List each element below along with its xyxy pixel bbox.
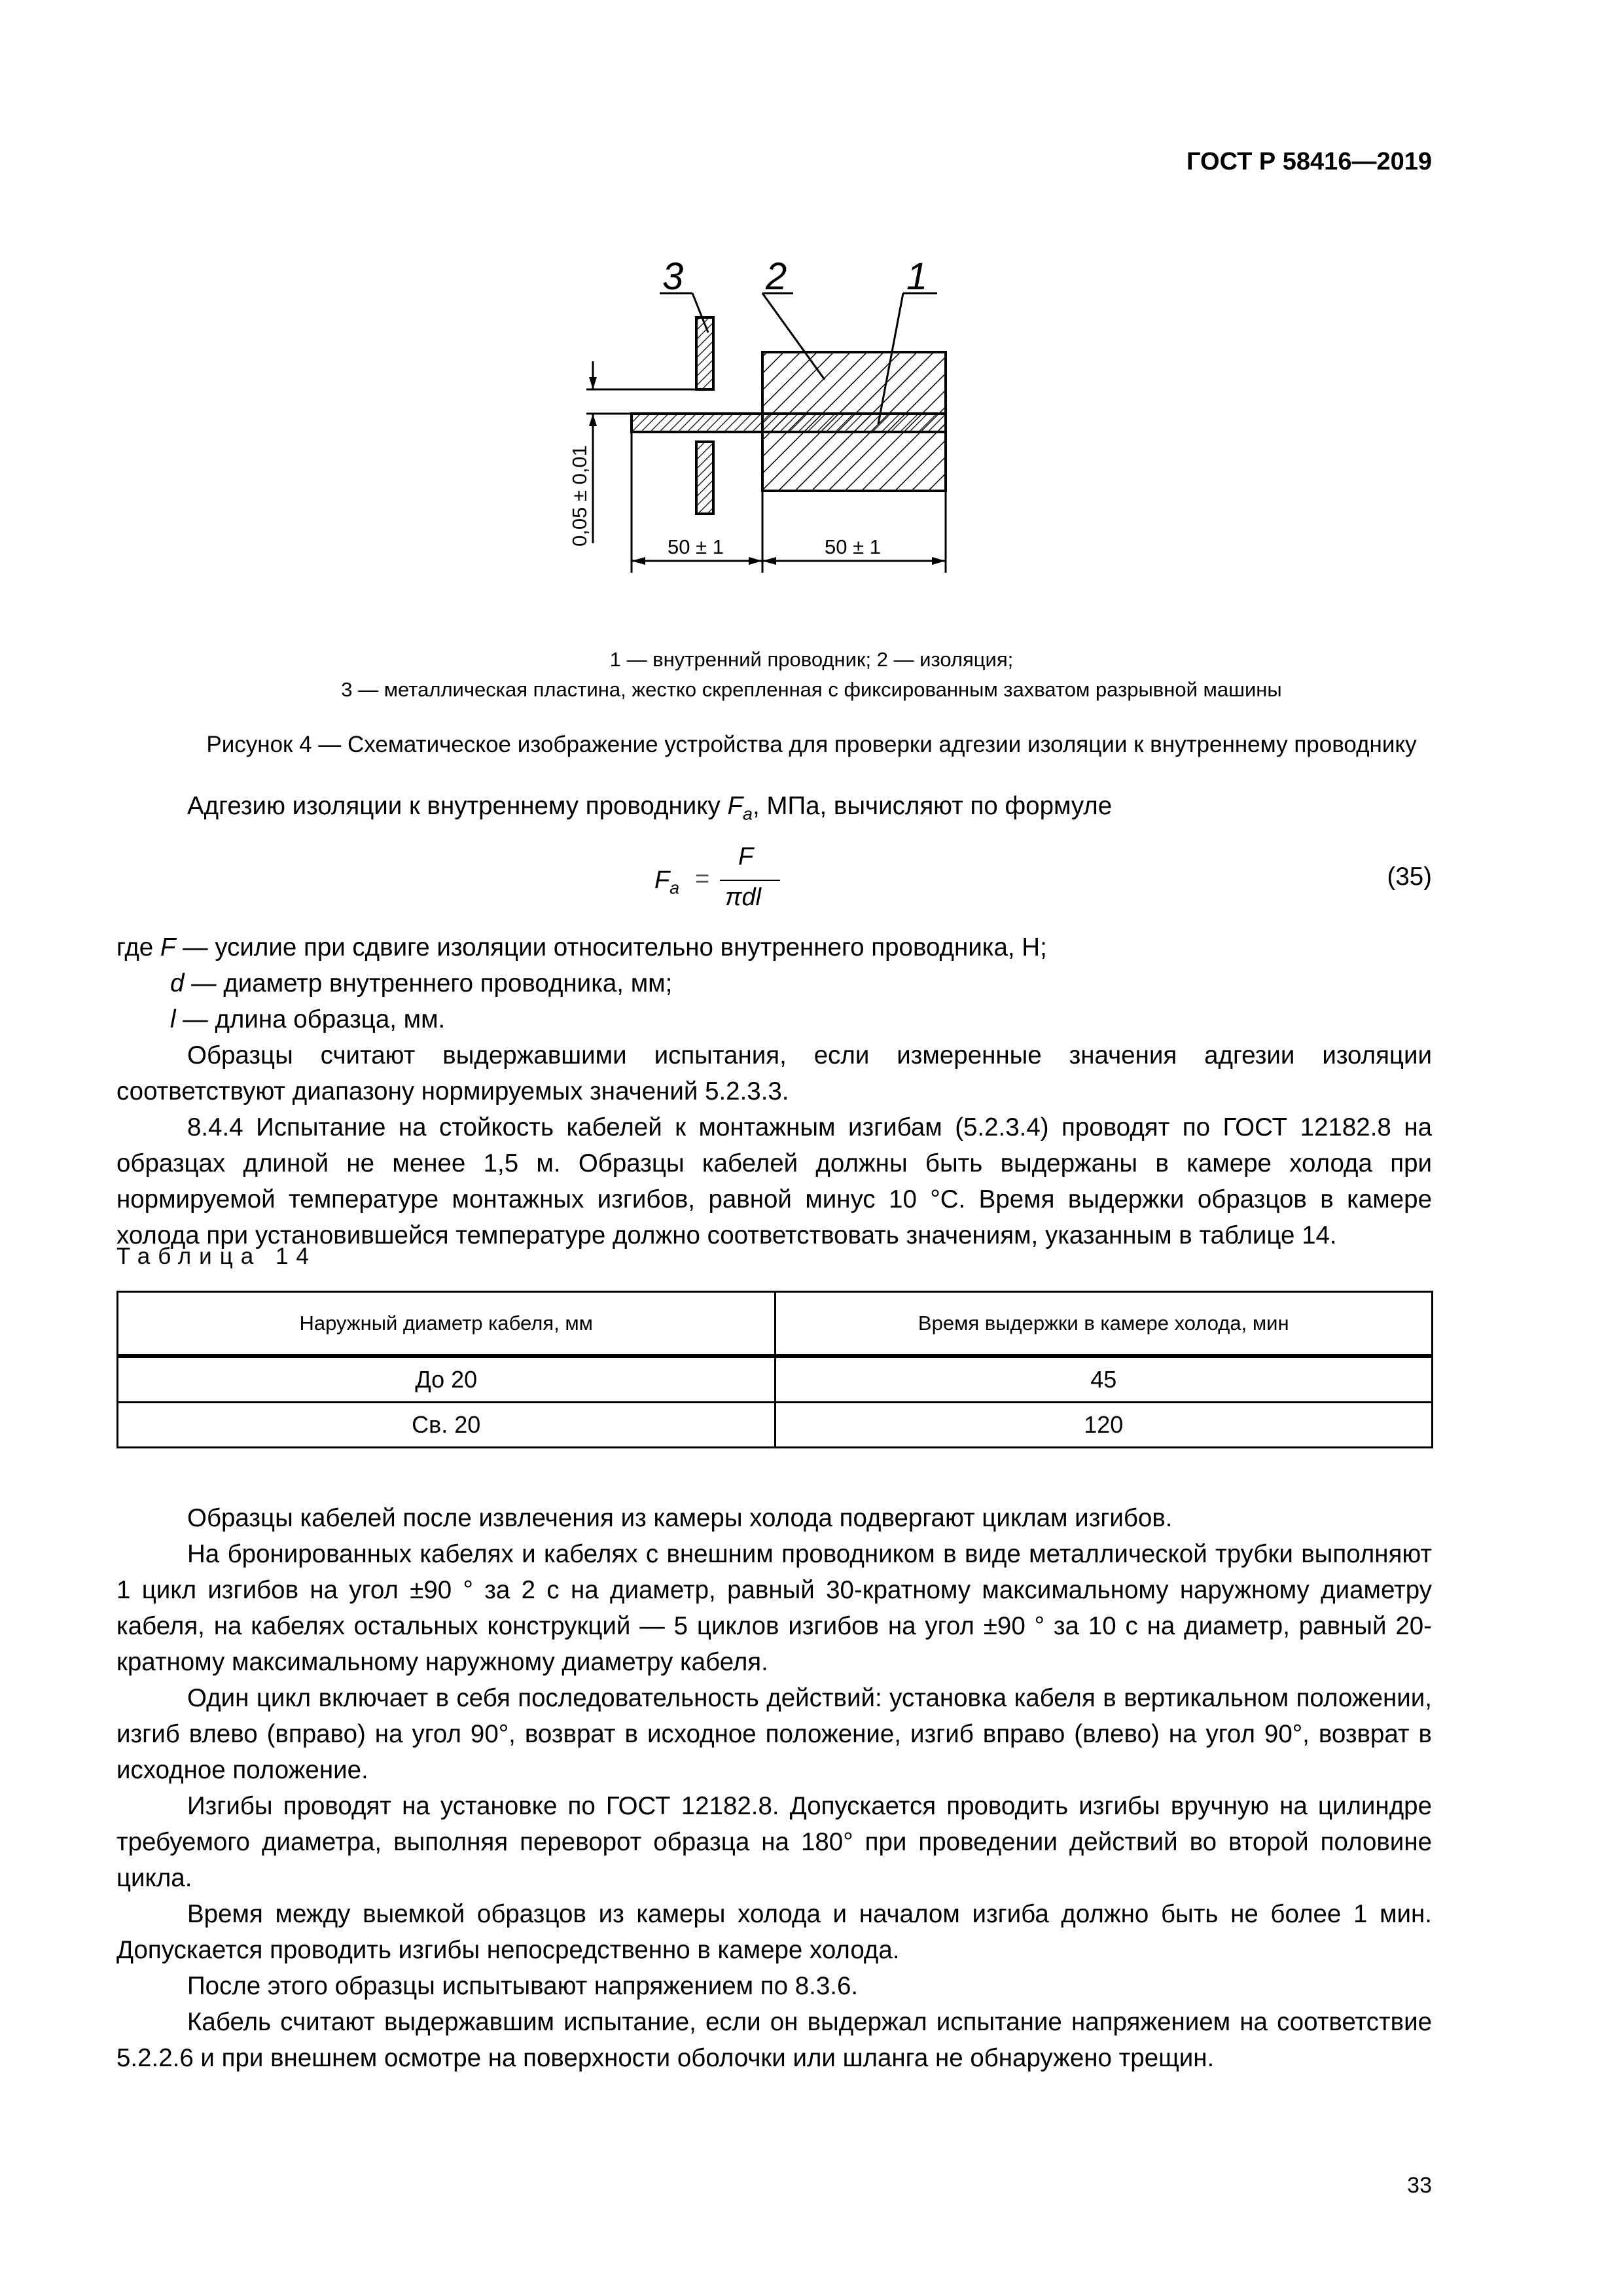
inner-conductor: [632, 414, 946, 432]
page-number: 33: [1407, 2173, 1432, 2198]
paragraph-7: Время между выемкой образцов из камеры холода и началом изгиба должно быть не более 1 мин. Допускается проводить изгибы непосредственно в камере холода.: [116, 1900, 1432, 1964]
table-14: [116, 1291, 1433, 1448]
paragraph-9: Кабель считают выдержавшим испытание, если он выдержал испытание напряжением на соответствие 5.2.2.6 и при внешнем осмотре на поверхности оболочки или шланга не обнаружено трещин.: [116, 2008, 1432, 2072]
paragraph-4: На бронированных кабелях и кабелях с внешним проводником в виде металлической трубки выполняют 1 цикл изгибов на угол ±90 ° за 2 с на диаметр, равный 30-кратному максимальному наружному диаметру кабеля, на кабелях остальных конструкций — 5 циклов изгибов на угол ±90 ° за 10 с на диаметр, равный 20-кратному максимальному наружному диаметру кабеля.: [116, 1540, 1432, 1676]
paragraph-5: Один цикл включает в себя последовательность действий: установка кабеля в вертикальном положении, изгиб влево (вправо) на угол 90°, возврат в исходное положение, изгиб вправо (влево) на угол 90°, возврат в исходное положение.: [116, 1684, 1432, 1784]
paragraph-8: После этого образцы испытывают напряжением по 8.3.6.: [187, 1972, 859, 2000]
callout-3: 3: [662, 255, 684, 298]
table-row: [118, 1403, 1433, 1448]
paragraph-8-4-4: 8.4.4 Испытание на стойкость кабелей к монтажным изгибам (5.2.3.4) проводят по ГОСТ 12182.8 на образцах длиной не менее 1,5 м. Образцы кабелей должны быть выдержаны в камере холода при нормируемой температуре монтажных изгибов, равной минус 10 °С. Время выдержки образцов в камере холода при установившейся температуре должно соответствовать значениям, указанным в таблице 14.: [116, 1113, 1432, 1249]
figure-caption: Рисунок 4 — Схематическое изображение устройства для проверки адгезии изоляции к внутреннему проводнику: [206, 732, 1417, 757]
table-header-diameter: Наружный диаметр кабеля, мм: [118, 1292, 776, 1357]
metal-plate-upper: [696, 317, 713, 389]
paragraph-6: Изгибы проводят на установке по ГОСТ 12182.8. Допускается проводить изгибы вручную на цилиндре требуемого диаметра, выполняя переворот образца на 180° при проведении действий во второй половине цикла.: [116, 1792, 1432, 1892]
where-f: где F — усилие при сдвиге изоляции относительно внутреннего проводника, Н;: [116, 933, 1047, 961]
where-l: l — длина образца, мм.: [170, 1005, 446, 1033]
right-span-label: 50 ± 1: [825, 535, 881, 558]
gap-dimension-label: 0,05 ± 0,01: [568, 445, 591, 547]
table-header-time: Время выдержки в камере холода, мин: [775, 1292, 1433, 1357]
table-cell: 120: [775, 1403, 1433, 1448]
formula-35: $F_a$ = F πdl: [654, 842, 812, 920]
paragraph-1: Образцы считают выдержавшими испытания, если измеренные значения адгезии изоляции соответствуют диапазону нормируемых значений 5.2.3.3.: [116, 1041, 1432, 1105]
document-header: ГОСТ Р 58416—2019: [1186, 148, 1432, 175]
table-cell: 45: [775, 1356, 1433, 1403]
table-row: [118, 1356, 1433, 1403]
table-cell: До 20: [118, 1356, 776, 1403]
figure-legend-line-2: 3 — металлическая пластина, жестко скрепленная с фиксированным захватом разрывной машины: [341, 678, 1282, 701]
formula-number: (35): [1387, 863, 1432, 891]
callout-2: 2: [766, 255, 787, 298]
callout-1: 1: [906, 255, 928, 298]
paragraph-3: Образцы кабелей после извлечения из камеры холода подвергают циклам изгибов.: [187, 1504, 1173, 1532]
figure-4-diagram: [537, 249, 995, 602]
metal-plate-lower: [696, 442, 713, 514]
figure-legend-line-1: 1 — внутренний проводник; 2 — изоляция;: [609, 648, 1014, 671]
where-d: d — диаметр внутреннего проводника, мм;: [170, 969, 673, 997]
table-caption: Таблица 14: [116, 1244, 317, 1269]
left-span-label: 50 ± 1: [668, 535, 724, 558]
intro-paragraph: Адгезию изоляции к внутреннему проводнику $F_a$, МПа, вычисляют по формуле: [187, 792, 1113, 824]
table-cell: Св. 20: [118, 1403, 776, 1448]
